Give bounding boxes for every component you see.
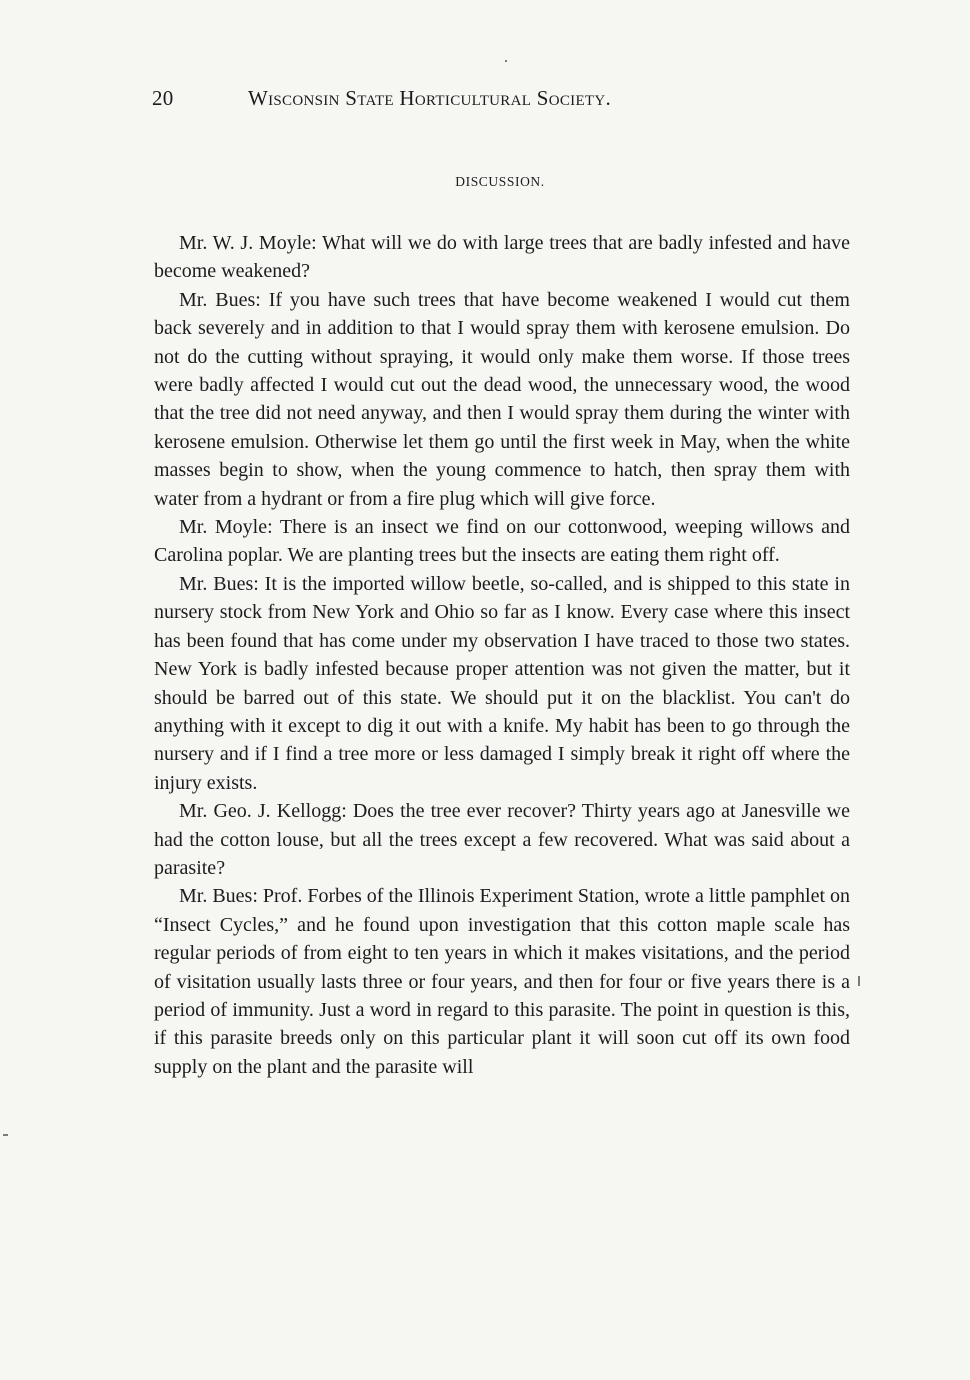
paragraph-kellogg-question: Mr. Geo. J. Kellogg: Does the tree ever recover? Thirty years ago at Janesville we had the cotton louse, but all the trees except a few recovered. What was said about a parasite? xyxy=(154,800,850,879)
paragraph-moyle-insect: Mr. Moyle: There is an insect we find on our cottonwood, weeping willows and Carolina poplar. We are planting trees but the insects are eating them right off. xyxy=(154,516,850,567)
paragraph-moyle-question: Mr. W. J. Moyle: What will we do with large trees that are badly infested and have become weakened? xyxy=(154,232,850,283)
page-number: 20 xyxy=(152,86,174,110)
paragraph-bues-willow-beetle: Mr. Bues: It is the imported willow beetle, so-called, and is shipped to this state in nursery stock from New York and Ohio so far as I know. Every case where this insect has been found that has come under my observation I have traced to those two states. New York is badly infested because proper attention was not given the matter, but it should be barred out of this state. We should put it on the blacklist. You can't do anything with it except to dig it out with a knife. My habit has been to go through the nursery and if I find a tree more or less damaged I simply break it right off where the injury exists. xyxy=(154,572,850,794)
paragraph-bues-answer-pruning: Mr. Bues: If you have such trees that have become weakened I would cut them back severely and in addition to that I would spray them with kerosene emulsion. Do not do the cutting without spraying, it would only make them worse. If those trees were badly affected I would cut out the dead wood, the unnecessary wood, the wood that the tree did not need anyway, and then I would spray them during the winter with kerosene emulsion. Otherwise let them go until the first week in May, when the white masses begin to show, when the young commence to hatch, then spray them with water from a hydrant or from a fire plug which will give force. xyxy=(154,288,850,510)
paragraph-bues-insect-cycles: Mr. Bues: Prof. Forbes of the Illinois Experiment Station, wrote a little pamphlet on “Insect Cycles,” and he found upon investigation that this cotton maple scale has regular periods of from eight to ten years in which it makes visitations, and the period of visitation usually lasts three or four years, and then for four or five years there is a period of immunity. Just a word in regard to this parasite. The point in question is this, if this parasite breeds only on this particular plant it will soon cut off its own food supply on the plant and the parasite will xyxy=(154,885,851,1078)
scan-speck xyxy=(858,976,860,986)
section-heading: DISCUSSION. xyxy=(455,174,545,189)
scan-speck xyxy=(3,1134,8,1136)
scan-speck xyxy=(505,60,507,62)
running-title: Wisconsin State Horticultural Society. xyxy=(248,86,612,110)
running-header xyxy=(152,86,752,118)
discussion-body xyxy=(154,229,850,1081)
